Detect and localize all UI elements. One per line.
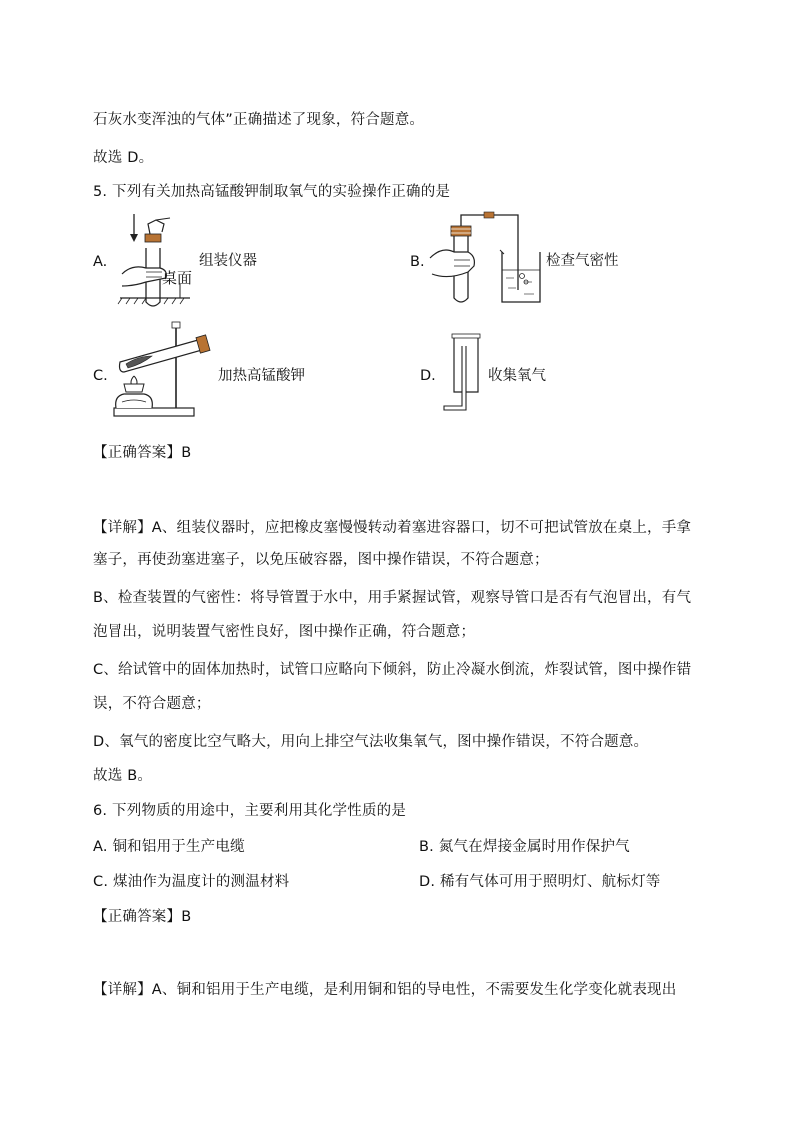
q5-explanation-line: 故选 B。	[93, 768, 153, 784]
gas-collection-figure	[440, 332, 480, 414]
prev-answer-choice: 故选 D。	[93, 150, 154, 166]
stopper-insert-figure	[112, 212, 202, 312]
q5-explanation-line: D、氧气的密度比空气略大，用向上排空气法收集氧气，图中操作错误，不符合题意。	[93, 734, 649, 750]
q6-option-b: B. 氮气在焊接金属时用作保护气	[419, 839, 630, 855]
q5-explanation-line: 泡冒出，说明装置气密性良好，图中操作正确，符合题意；	[93, 624, 476, 640]
q6-option-d: D. 稀有气体可用于照明灯、航标灯等	[419, 874, 661, 890]
q5-option-c-caption: 加热高锰酸钾	[218, 368, 305, 384]
q5-option-c-letter: C.	[93, 368, 108, 384]
q6-option-c: C. 煤油作为温度计的测温材料	[93, 874, 290, 890]
q5-explanation-line: 误，不符合题意；	[93, 696, 211, 712]
q5-stem: 5. 下列有关加热高锰酸钾制取氧气的实验操作正确的是	[93, 184, 451, 200]
q5-explanation-line: 【详解】A、组装仪器时，应把橡皮塞慢慢转动着塞进容器口，切不可把试管放在桌上，手拿	[93, 520, 692, 536]
q5-explanation-line: C、给试管中的固体加热时，试管口应略向下倾斜，防止冷凝水倒流，炸裂试管，图中操作错	[93, 662, 692, 678]
q6-option-a: A. 铜和铝用于生产电缆	[93, 839, 245, 855]
q6-stem: 6. 下列物质的用途中，主要利用其化学性质的是	[93, 803, 407, 819]
q5-option-d-caption: 收集氧气	[488, 368, 546, 384]
q5-explanation-line: 塞子，再使劲塞进塞子，以免压破容器，图中操作错误，不符合题意；	[93, 552, 549, 568]
q5-explanation-line: B、检查装置的气密性：将导管置于水中，用手紧握试管，观察导管口是否有气泡冒出，有气	[93, 590, 692, 606]
prev-answer-fragment: 石灰水变浑浊的气体”正确描述了现象，符合题意。	[93, 112, 425, 128]
q6-explanation-start: 【详解】A、铜和铝用于生产电缆，是利用铜和铝的导电性，不需要发生化学变化就表现出	[93, 982, 677, 998]
q5-option-a-letter: A.	[93, 254, 108, 270]
q5-option-d-letter: D.	[420, 368, 436, 384]
q5-option-a-note: 桌面	[162, 269, 193, 287]
q5-option-b-caption: 检查气密性	[546, 253, 619, 269]
q5-answer: 【正确答案】B	[93, 445, 192, 461]
airtightness-check-figure	[428, 210, 548, 310]
q5-option-b-letter: B.	[410, 254, 425, 270]
q5-option-a-caption: 组装仪器	[199, 253, 257, 269]
heating-setup-figure	[112, 320, 216, 420]
q6-answer: 【正确答案】B	[93, 909, 192, 925]
